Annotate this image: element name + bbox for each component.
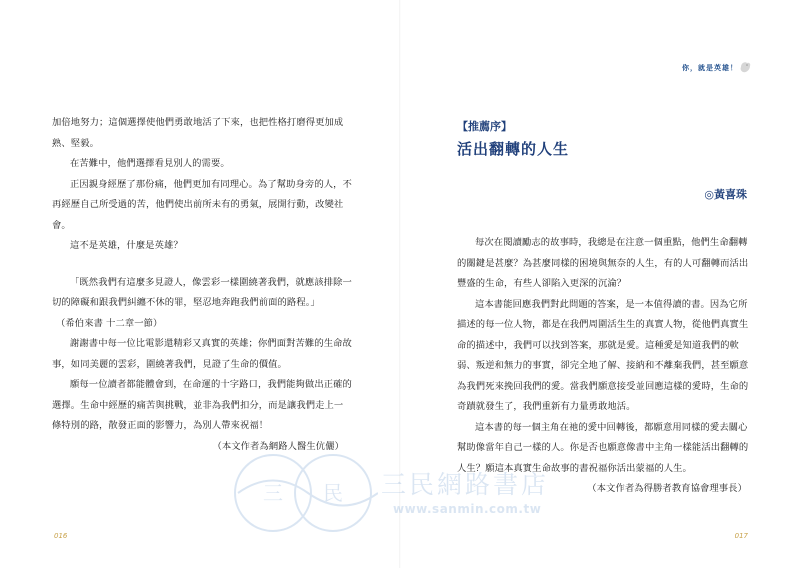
chapter-title: 活出翻轉的人生 (457, 140, 570, 158)
bird-ornament-icon (738, 58, 752, 76)
watermark-circle-char: 民 (323, 481, 343, 505)
left-paragraph: 加倍地努力；這個選擇使他們勇敢地活了下來，也把性格打磨得更加成熟、堅毅。 (52, 117, 344, 149)
watermark-circle-char: 三 (263, 481, 283, 505)
left-paragraph: 正因親身經歷了那份痛，他們更加有同理心。為了幫助身旁的人，不再經歷自己所受過的苦，他們使出前所未有的勇氣，展開行動，改變社會。 (52, 178, 352, 231)
left-paragraph: 願每一位讀者都能體會到，在命運的十字路口，我們能夠做出正確的選擇。生命中經歷的痛苦與挑戰，並非為我們扣分，而是讓我們走上一條特別的路，散發正面的影響力，為別人帶來祝福！ (52, 379, 352, 431)
left-body (52, 113, 352, 457)
preface-tag: 【推薦序】 (457, 120, 512, 133)
watermark-url: www.sanmin.com.tw (393, 502, 542, 516)
left-paragraph: 在苦難中，他們選擇看見別人的需要。 (70, 158, 230, 169)
page-number-left: 016 (54, 532, 68, 540)
left-paragraph: 謝謝書中每一位比電影還精彩又真實的英雄；你們面對苦難的生命故事，如同美麗的雲彩，圍繞著我們，見證了生命的價值。 (52, 338, 352, 370)
quote-reference: （希伯來書 十二章一節） (56, 317, 163, 329)
running-header: 你，就是英雄！ (682, 64, 738, 72)
right-paragraph: 每次在閱讀勵志的故事時，我總是在注意一個重點，他們生命翻轉的關鍵是甚麼？為甚麼同樣的困境與無奈的人生，有的人可翻轉而活出豐盛的生命，有些人卻陷入更深的沉淪？ (457, 237, 749, 289)
right-paragraph: 這本書能回應我們對此問題的答案，是一本值得讀的書。因為它所描述的每一位人物，都是在我們周圍活生生的真實人物，從他們真實生命的描述中，我們可以找到答案，那就是愛。這種愛是知道我們的軟弱、叛逆和無力的事實，卻完全地了解、接納和不離棄我們，甚至願意為我們死來挽回我們的愛。當我們願意接受並回應這樣的愛時，生命的奇蹟就發生了，我們重新有力量勇敢地活。 (457, 298, 749, 412)
right-signature: （本文作者為得勝者教育協會理事長） (587, 483, 747, 494)
page-number-right: 017 (734, 532, 748, 540)
watermark-title: 三民網路書店 (381, 470, 550, 499)
left-signature: （本文作者為網路人醫生伉儷） (212, 440, 344, 452)
left-paragraph: 這不是英雄，什麼是英雄？ (70, 240, 183, 251)
watermark-circles-icon (228, 448, 378, 538)
sanmin-watermark (228, 448, 598, 538)
bible-quote: 「既然我們有這麼多見證人，像雲彩一樣圍繞著我們，就應該排除一切的障礙和跟我們糾纏不休的罪，堅忍地奔跑我們前面的路程。」 (52, 276, 352, 308)
author-name: ◎黃喜珠 (704, 188, 747, 201)
right-paragraph: 這本書的每一個主角在祂的愛中回轉後，都願意用同樣的愛去關心幫助像當年自己一樣的人。你是否也願意像書中主角一樣能活出翻轉的人生？願這本真實生命故事的書祝福你活出蒙福的人生。 (457, 421, 749, 474)
